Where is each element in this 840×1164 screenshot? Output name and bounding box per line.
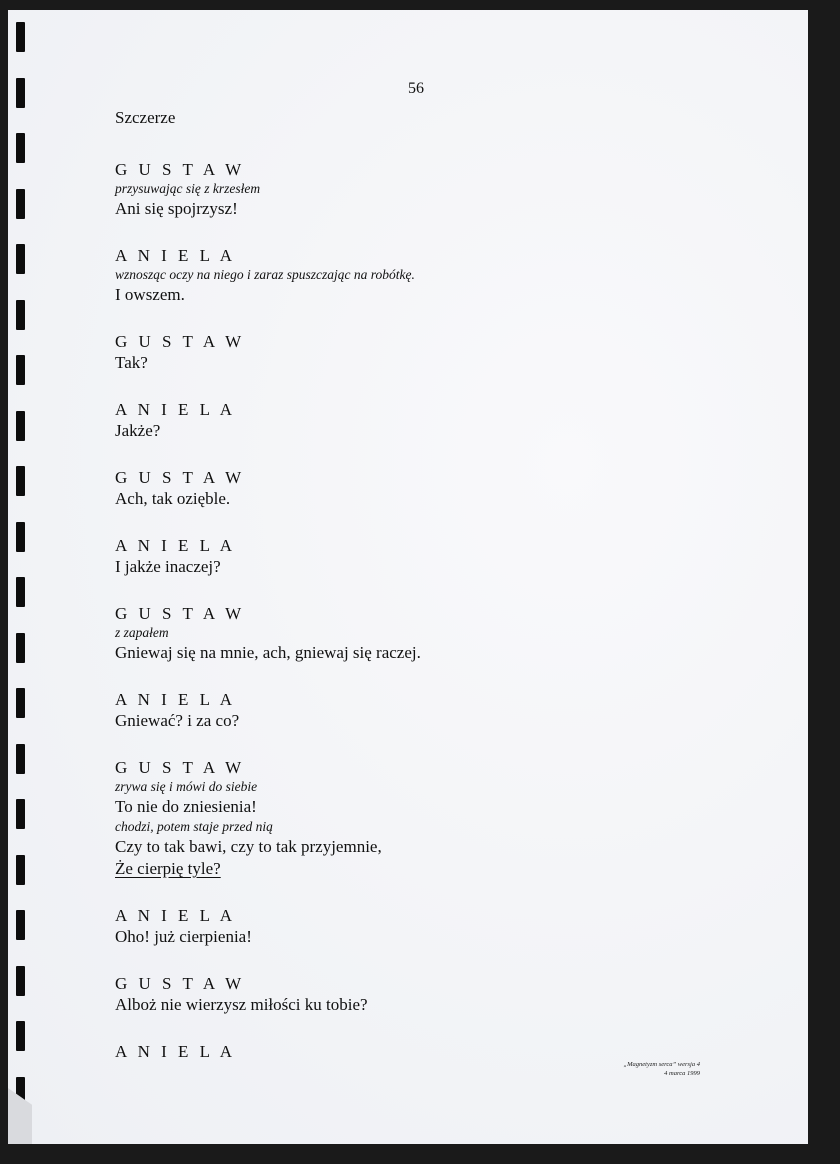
dialogue-line: Jakże?: [115, 421, 161, 440]
dialogue-block: [115, 400, 715, 442]
binding-hole: [16, 633, 25, 663]
speaker-name: A N I E L A: [115, 536, 236, 555]
binding-hole: [16, 744, 25, 774]
dialogue-line: To nie do zniesienia!: [115, 797, 257, 816]
scene-heading: Szczerze: [115, 108, 176, 127]
speaker-name: A N I E L A: [115, 690, 236, 709]
dialogue-line: Ani się spojrzysz!: [115, 199, 238, 218]
binding-hole: [16, 133, 25, 163]
dialogue-line: Ach, tak ozięble.: [115, 489, 231, 508]
dialogue-block: [115, 604, 715, 664]
dialogue-block: [115, 468, 715, 510]
footer-date: 4 marca 1999: [664, 1070, 700, 1077]
binding-hole: [16, 244, 25, 274]
speaker-name: G U S T A W: [115, 160, 245, 179]
stage-direction: zrywa się i mówi do siebie: [115, 779, 258, 794]
dialogue-block: [115, 758, 715, 880]
dialogue-line: Alboż nie wierzysz miłości ku tobie?: [115, 995, 368, 1014]
binding-hole: [16, 355, 25, 385]
script-content: [115, 108, 715, 1088]
dialogue-line: Czy to tak bawi, czy to tak przyjemnie,: [115, 837, 382, 856]
dialogue-blocks: [115, 160, 715, 1062]
page-number: 56: [408, 80, 424, 97]
speaker-name: G U S T A W: [115, 974, 245, 993]
dialogue-block: [115, 974, 715, 1016]
dialogue-line: Gniewać? i za co?: [115, 711, 240, 730]
binding-hole: [16, 966, 25, 996]
stage-direction: z zapałem: [115, 625, 169, 640]
speaker-name: G U S T A W: [115, 332, 245, 351]
speaker-name: A N I E L A: [115, 906, 236, 925]
footer-note: [560, 1060, 700, 1078]
binding-hole: [16, 22, 25, 52]
binding-hole: [16, 855, 25, 885]
speaker-name: G U S T A W: [115, 758, 245, 777]
stage-direction: chodzi, potem staje przed nią: [115, 819, 273, 834]
binding-hole: [16, 189, 25, 219]
speaker-name: G U S T A W: [115, 604, 245, 623]
speaker-name: A N I E L A: [115, 246, 236, 265]
dialogue-block: [115, 690, 715, 732]
binding-hole: [16, 688, 25, 718]
binding-hole: [16, 411, 25, 441]
speaker-name: G U S T A W: [115, 468, 245, 487]
stage-direction: wznosząc oczy na niego i zaraz spuszczając na robótkę.: [115, 267, 415, 282]
dialogue-line: I jakże inaczej?: [115, 557, 221, 576]
dialogue-block: [115, 246, 715, 306]
dialogue-block: [115, 332, 715, 374]
binding-hole: [16, 522, 25, 552]
binding-hole: [16, 466, 25, 496]
dialogue-line: Że cierpię tyle?: [115, 859, 221, 878]
dialogue-line: Tak?: [115, 353, 148, 372]
dialogue-line: I owszem.: [115, 285, 185, 304]
binding-hole: [16, 910, 25, 940]
binding-hole: [16, 577, 25, 607]
speaker-name: A N I E L A: [115, 400, 236, 419]
speaker-name: A N I E L A: [115, 1042, 236, 1061]
binding-hole: [16, 78, 25, 108]
binding-hole: [16, 799, 25, 829]
dialogue-block: [115, 536, 715, 578]
dialogue-block: [115, 1042, 715, 1062]
dialogue-line: Oho! już cierpienia!: [115, 927, 252, 946]
binding-hole: [16, 300, 25, 330]
footer-title: „Magnetyzm serca” wersja 4: [623, 1061, 700, 1068]
binding-holes: [16, 22, 26, 1132]
dialogue-block: [115, 906, 715, 948]
dialogue-line: Gniewaj się na mnie, ach, gniewaj się raczej.: [115, 643, 421, 662]
binding-hole: [16, 1021, 25, 1051]
dialogue-block: [115, 160, 715, 220]
stage-direction: przysuwając się z krzesłem: [115, 181, 261, 196]
